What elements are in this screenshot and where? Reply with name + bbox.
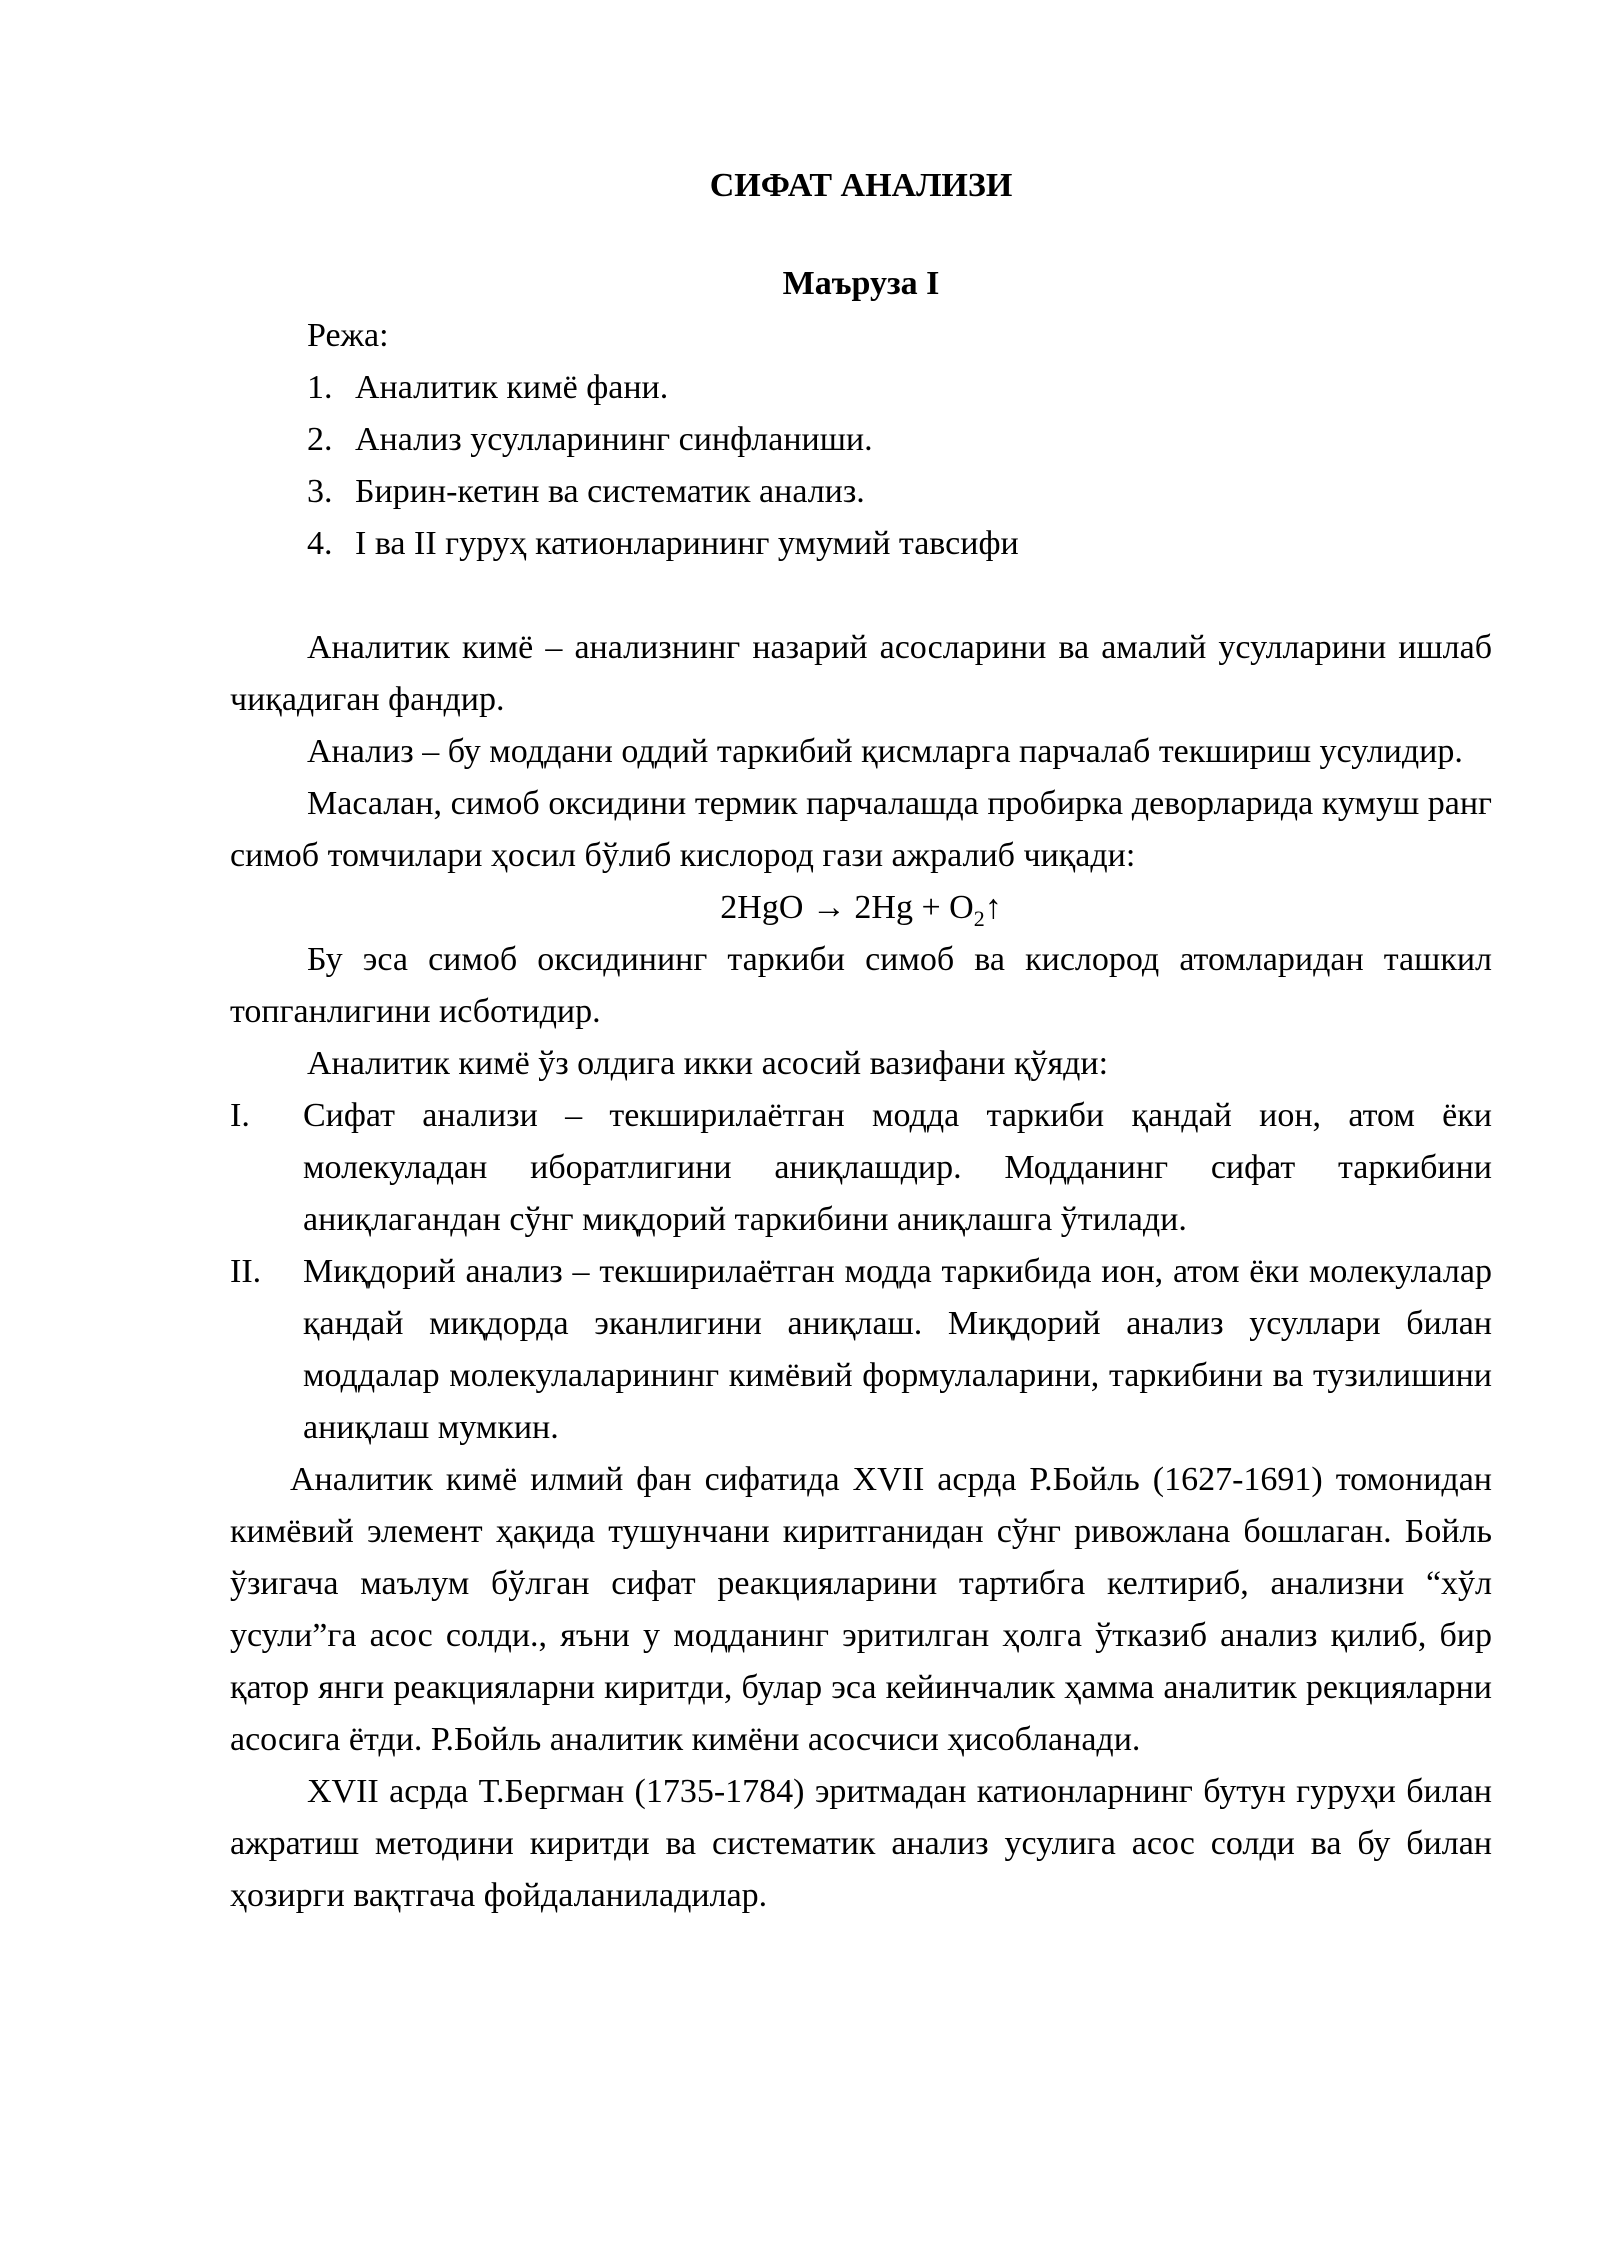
plan-item-text: Анализ усулларининг синфланиши.	[355, 421, 873, 458]
task-text: Миқдорий анализ – текширилаётган модда таркибида ион, атом ёки молекулалар қандай миқдорда эканлигини аниқлаш. Миқдорий анализ усуллари билан моддалар молекулаларининг кимёвий формулаларини, таркибини ва тузилишини аниқлаш мумкин.	[303, 1253, 1492, 1446]
plan-item-number: 2.	[307, 421, 333, 458]
plan-item-text: I ва II гуруҳ катионларининг умумий тавсифи	[355, 525, 1019, 562]
plan-heading: Режа:	[307, 317, 389, 354]
task-item	[230, 1246, 1492, 1454]
task-item	[230, 1090, 1492, 1246]
paragraph-tasks-intro: Аналитик кимё ўз олдига икки асосий вазифани қўяди:	[307, 1045, 1109, 1082]
plan-item-text: Бирин-кетин ва систематик анализ.	[355, 473, 865, 510]
lecture-plan	[307, 310, 1407, 570]
paragraph-history-bergman: XVII асрда Т.Бергман (1735-1784) эритмадан катионларнинг бутун гуруҳи билан ажратиш методини киритди ва систематик анализ усулига асос солди ва бу билан ҳозирги вақтгача фойдаланиладилар.	[230, 1773, 1492, 1914]
task-text: Сифат анализи – текширилаётган модда таркиби қандай ион, атом ёки молекуладан иборатлигини аниқлашдир. Модданинг сифат таркибини аниқлагандан сўнг миқдорий таркибини аниқлашга ўтилади.	[303, 1097, 1492, 1238]
paragraph-definition-analysis: Анализ – бу моддани оддий таркибий қисмларга парчалаб текшириш усулидир.	[307, 733, 1463, 770]
paragraph-history-boyle: Аналитик кимё илмий фан сифатида XVII асрда Р.Бойль (1627-1691) томонидан кимёвий элемент ҳақида тушунчани киритганидан сўнг ривожлана бошлаган. Бойль ўзигача маълум бўлган сифат реакцияларини тартибга келтириб, анализни “хўл усули”га асос солди., яъни у модданинг эритилган ҳолга ўтказиб анализ қилиб, бир қатор янги реакцияларни киритди, булар эса кейинчалик ҳамма аналитик рекцияларни асосига ётди. Р.Бойль аналитик кимёни асосчиси ҳисобланади.	[230, 1461, 1492, 1758]
plan-item-text: Аналитик кимё фани.	[355, 369, 669, 406]
plan-list	[307, 362, 1407, 570]
equation-text: 2HgO → 2Hg + O	[720, 889, 974, 926]
paragraph-example: Масалан, симоб оксидини термик парчалашда пробирка деворларида кумуш ранг симоб томчилари ҳосил бўлиб кислород гази ажралиб чиқади:	[230, 785, 1492, 874]
paragraph-definition-analytic-chemistry: Аналитик кимё – анализнинг назарий асосларини ва амалий усулларини ишлаб чиқадиган фандир.	[230, 629, 1492, 718]
body-text	[230, 622, 1492, 1922]
plan-item-number: 3.	[307, 473, 333, 510]
plan-item	[307, 362, 1407, 414]
equation-subscript: 2	[973, 905, 985, 931]
paragraph-conclusion: Бу эса симоб оксидининг таркиби симоб ва кислород атомларидан ташкил топганлигини исботидир.	[230, 941, 1492, 1030]
plan-item-number: 4.	[307, 525, 333, 562]
plan-item	[307, 518, 1407, 570]
chemical-equation	[230, 882, 1492, 934]
plan-item-number: 1.	[307, 369, 333, 406]
gas-arrow: ↑	[984, 889, 1002, 926]
plan-item	[307, 414, 1407, 466]
task-number: II.	[230, 1253, 262, 1290]
plan-item	[307, 466, 1407, 518]
lecture-heading: Маъруза I	[782, 265, 940, 302]
task-number: I.	[230, 1097, 250, 1134]
document-title: СИФАТ АНАЛИЗИ	[709, 167, 1013, 204]
